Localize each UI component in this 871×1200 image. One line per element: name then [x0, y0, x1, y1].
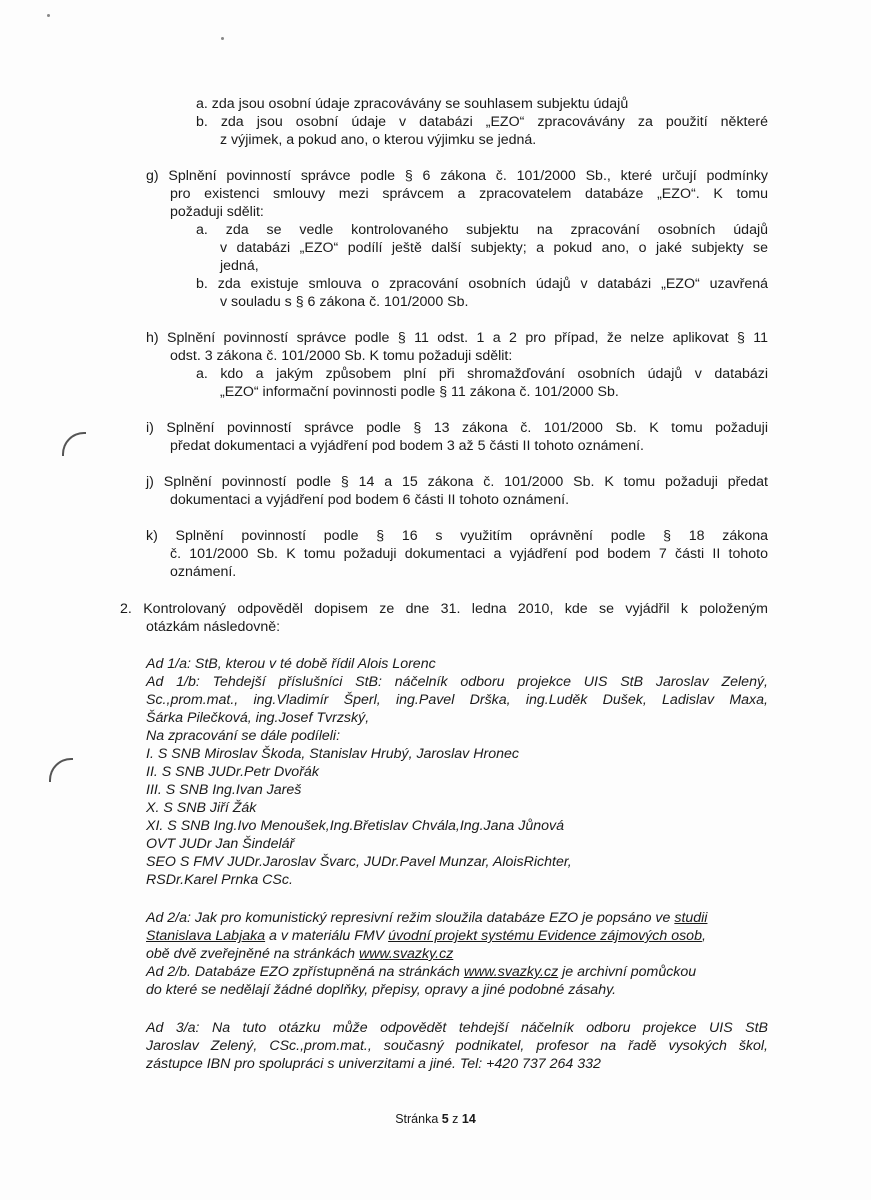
answer-2a: [146, 909, 707, 927]
answer-2a-text: ,: [701, 928, 706, 944]
item-g-b-cont: v souladu s § 6 zákona č. 101/2000 Sb.: [220, 294, 469, 310]
answer-2a-text: a v materiálu FMV: [265, 928, 389, 944]
footer-page-number: 5: [441, 1112, 449, 1126]
item-g-cont: požaduji sdělit:: [170, 204, 264, 220]
item-g-a-cont: v databázi „EZO“ podílí ještě další subjekty; a pokud ano, o jaké subjekty se: [220, 240, 768, 256]
page-footer: [0, 1112, 871, 1126]
staff-line: OVT JUDr Jan Šindelář: [146, 836, 295, 852]
item-g-a: a. zda se vedle kontrolovaného subjektu na zpracování osobních údajů: [196, 222, 768, 238]
item-i: i) Splnění povinností správce podle § 13 zákona č. 101/2000 Sb. K tomu požaduji: [146, 420, 768, 436]
svazky-link[interactable]: www.svazky.cz: [463, 964, 559, 980]
ezo-project-link[interactable]: úvodní projekt systému Evidence zájmových osob: [388, 928, 702, 944]
answer-2b-cont: do které se nedělají žádné doplňky, přepisy, opravy a jiné podobné zásahy.: [146, 982, 617, 998]
answer-3a-cont: Jaroslav Zelený, CSc.,prom.mat., současný podnikatel, profesor na řadě vysokých škol,: [146, 1038, 768, 1054]
item-j: j) Splnění povinností podle § 14 a 15 zákona č. 101/2000 Sb. K tomu požaduji předat: [146, 474, 768, 490]
scan-speck: [47, 14, 50, 17]
answer-2a-text: obě dvě zveřejněné na stránkách: [146, 946, 359, 962]
item-i-cont: předat dokumentaci a vyjádření pod bodem 3 až 5 části II tohoto oznámení.: [170, 438, 644, 454]
list-item-b: b. zda jsou osobní údaje v databázi „EZO“ zpracovávány za použití některé: [196, 114, 768, 130]
footer-separator: z: [448, 1112, 462, 1126]
point-2: 2. Kontrolovaný odpověděl dopisem ze dne 31. ledna 2010, kde se vyjádřil k položeným: [120, 601, 768, 617]
staff-line: SEO S FMV JUDr.Jaroslav Švarc, JUDr.Pavel Munzar, AloisRichter,: [146, 854, 572, 870]
answer-3a: Ad 3/a: Na tuto otázku může odpovědět tehdejší náčelník odboru projekce UIS StB: [146, 1020, 768, 1036]
list-item-a: a. zda jsou osobní údaje zpracovávány se souhlasem subjektu údajů: [196, 96, 629, 112]
answer-1a: Ad 1/a: StB, kterou v té době řídil Alois Lorenc: [146, 656, 436, 672]
punch-hole-mark: [62, 432, 86, 456]
staff-line: I. S SNB Miroslav Škoda, Stanislav Hrubý, Jaroslav Hronec: [146, 746, 519, 762]
point-2-cont: otázkám následovně:: [146, 619, 281, 635]
item-j-cont: dokumentaci a vyjádření pod bodem 6 části II tohoto oznámení.: [170, 492, 570, 508]
staff-line: X. S SNB Jiří Žák: [146, 800, 257, 816]
list-item-b-cont: z výjimek, a pokud ano, o kterou výjimku se jedná.: [220, 132, 537, 148]
answer-1b-cont: Šárka Pilečková, ing.Josef Tvrzský,: [146, 710, 370, 726]
footer-page-total: 14: [461, 1112, 476, 1126]
item-k-cont: č. 101/2000 Sb. K tomu požaduji dokumentaci a vyjádření pod bodem 7 části II tohoto: [170, 546, 768, 562]
item-h: h) Splnění povinností správce podle § 11 odst. 1 a 2 pro případ, že nelze aplikovat § 11: [146, 330, 768, 346]
answer-1b-cont: Na zpracování se dále podíleli:: [146, 728, 341, 744]
svazky-link[interactable]: www.svazky.cz: [358, 946, 454, 962]
answer-2b-text: Ad 2/b. Databáze EZO zpřístupněná na stránkách: [146, 964, 464, 980]
item-k-cont: oznámení.: [170, 564, 237, 580]
answer-2a-cont: [146, 927, 706, 945]
studie-link[interactable]: studii: [674, 910, 708, 926]
item-g-a-cont: jedná,: [220, 258, 259, 274]
answer-2b-text: je archivní pomůckou: [558, 964, 697, 980]
staff-line: II. S SNB JUDr.Petr Dvořák: [146, 764, 319, 780]
item-g: g) Splnění povinností správce podle § 6 zákona č. 101/2000 Sb., které určují podmínky: [146, 168, 768, 184]
answer-3a-cont: zástupce IBN pro spolupráci s univerzitami a jiné. Tel: +420 737 264 332: [146, 1056, 601, 1072]
answer-2a-text: Ad 2/a: Jak pro komunistický represivní režim sloužila databáze EZO je popsáno ve: [146, 910, 675, 926]
footer-label: Stránka: [395, 1112, 442, 1126]
staff-line: XI. S SNB Ing.Ivo Menoušek,Ing.Břetislav Chvála,Ing.Jana Jůnová: [146, 818, 564, 834]
staff-line: RSDr.Karel Prnka CSc.: [146, 872, 293, 888]
answer-2a-cont: [146, 945, 453, 963]
answer-1b: Ad 1/b: Tehdejší příslušníci StB: náčelník odboru projekce UIS StB Jaroslav Zelený,: [146, 674, 768, 690]
scan-speck: [221, 37, 224, 40]
answer-1b-cont: Sc.,prom.mat., ing.Vladimír Šperl, ing.Pavel Drška, ing.Luděk Dušek, Ladislav Maxa,: [146, 692, 768, 708]
item-g-cont: pro existenci smlouvy mezi správcem a zpracovatelem databáze „EZO“. K tomu: [170, 186, 768, 202]
item-g-b: b. zda existuje smlouva o zpracování osobních údajů v databázi „EZO“ uzavřená: [196, 276, 768, 292]
punch-hole-mark: [49, 758, 73, 782]
answer-2b: [146, 963, 696, 981]
item-h-cont: odst. 3 zákona č. 101/2000 Sb. K tomu požaduji sdělit:: [170, 348, 513, 364]
labjak-link[interactable]: Stanislava Labjaka: [146, 928, 266, 944]
staff-line: III. S SNB Ing.Ivan Jareš: [146, 782, 302, 798]
item-h-a-cont: „EZO“ informační povinnosti podle § 11 zákona č. 101/2000 Sb.: [220, 384, 619, 400]
item-k: k) Splnění povinností podle § 16 s využitím oprávnění podle § 18 zákona: [146, 528, 768, 544]
item-h-a: a. kdo a jakým způsobem plní při shromažďování osobních údajů v databázi: [196, 366, 768, 382]
